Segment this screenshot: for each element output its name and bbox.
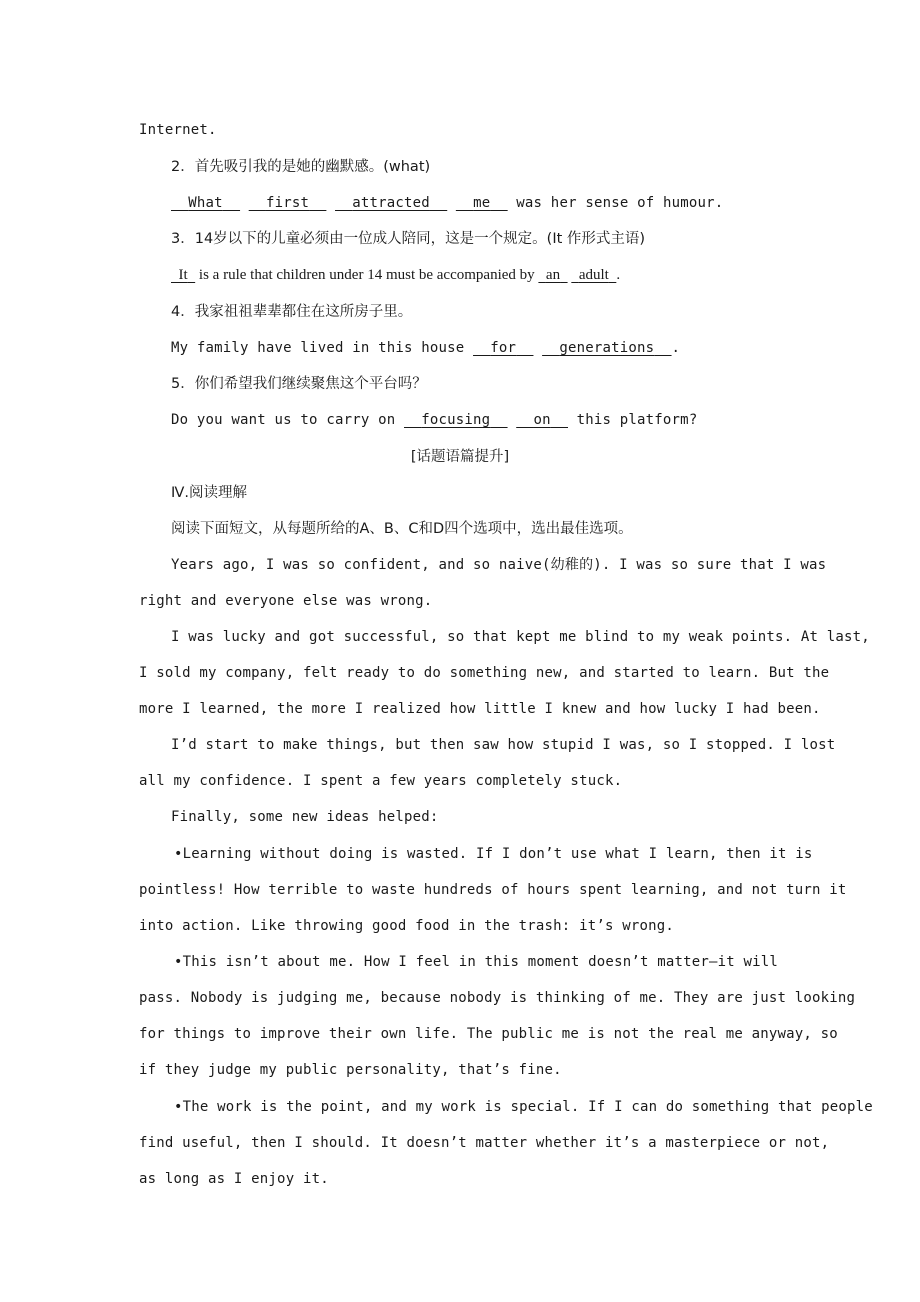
bullet-point: •The work is the point, and my work is special. If I can do something that people: [174, 1099, 873, 1115]
passage-line: as long as I enjoy it.: [139, 1171, 329, 1187]
section-heading: [话题语篇提升]: [410, 449, 510, 465]
reading-part-title: Ⅳ.阅读理解: [171, 485, 247, 501]
item-4-prompt: 4．我家祖祖辈辈都住在这所房子里。: [171, 304, 413, 320]
item-5-tail: this platform?: [576, 412, 698, 428]
item-2-blank-3: attracted: [352, 195, 430, 211]
item-3-blank-1: an: [545, 267, 561, 283]
item-5-blank-1: focusing: [421, 412, 491, 428]
item-5-blank-2: on: [533, 412, 551, 428]
item-2-blank-1: What: [188, 195, 223, 211]
item-4-blank-2: generations: [559, 340, 655, 356]
item-4-answer-line: [171, 338, 680, 358]
item-2-tail: was her sense of humour.: [516, 195, 724, 211]
passage-line: if they judge my public personality, that’s fine.: [139, 1062, 562, 1078]
passage-line: Finally, some new ideas helped:: [171, 809, 439, 825]
item-2-prompt: 2．首先吸引我的是她的幽默感。(what): [171, 159, 431, 175]
item-3-blank-2: adult: [578, 267, 609, 283]
item-3-answer-line: [171, 265, 620, 285]
passage-line: pointless! How terrible to waste hundreds of hours spent learning, and not turn it: [139, 882, 847, 898]
passage-line: find useful, then I should. It doesn’t matter whether it’s a masterpiece or not,: [139, 1135, 830, 1151]
passage-line: Years ago, I was so confident, and so naive(幼稚的). I was so sure that I was: [171, 557, 827, 573]
item-5-answer-line: [171, 410, 697, 430]
bullet-point: •This isn’t about me. How I feel in this moment doesn’t matter—it will: [174, 954, 779, 970]
item-3-end: .: [616, 267, 621, 283]
passage-line: all my confidence. I spent a few years completely stuck.: [139, 773, 623, 789]
item-3-middle: is a rule that children under 14 must be accompanied by: [198, 267, 535, 283]
passage-line: right and everyone else was wrong.: [139, 593, 433, 609]
item-3-prompt: 3．14岁以下的儿童必须由一位成人陪同，这是一个规定。(It 作形式主语): [171, 231, 646, 247]
bullet-point: •Learning without doing is wasted. If I don’t use what I learn, then it is: [174, 846, 813, 862]
reading-instruction: 阅读下面短文，从每题所给的A、B、C和D四个选项中，选出最佳选项。: [171, 521, 633, 537]
passage-line: more I learned, the more I realized how little I knew and how lucky I had been.: [139, 701, 821, 717]
passage-line: pass. Nobody is judging me, because nobody is thinking of me. They are just looking: [139, 990, 856, 1006]
item-4-end: .: [671, 340, 681, 356]
passage-line: I’d start to make things, but then saw how stupid I was, so I stopped. I lost: [171, 737, 836, 753]
passage-line: I sold my company, felt ready to do something new, and started to learn. But the: [139, 665, 830, 681]
item-5-lead: Do you want us to carry on: [171, 412, 396, 428]
passage-line: for things to improve their own life. The public me is not the real me anyway, so: [139, 1026, 838, 1042]
item-3-blank-lead: It: [178, 267, 188, 283]
item-4-lead: My family have lived in this house: [171, 340, 465, 356]
item-2-blank-4: me: [473, 195, 491, 211]
carryover-line: Internet.: [139, 122, 217, 138]
item-2-answer-line: [171, 193, 723, 213]
item-4-blank-1: for: [490, 340, 517, 356]
item-5-prompt: 5．你们希望我们继续聚焦这个平台吗？: [171, 376, 427, 392]
passage-line: into action. Like throwing good food in the trash: it’s wrong.: [139, 918, 674, 934]
item-2-blank-2: first: [265, 195, 310, 211]
passage-line: I was lucky and got successful, so that kept me blind to my weak points. At last,: [171, 629, 870, 645]
